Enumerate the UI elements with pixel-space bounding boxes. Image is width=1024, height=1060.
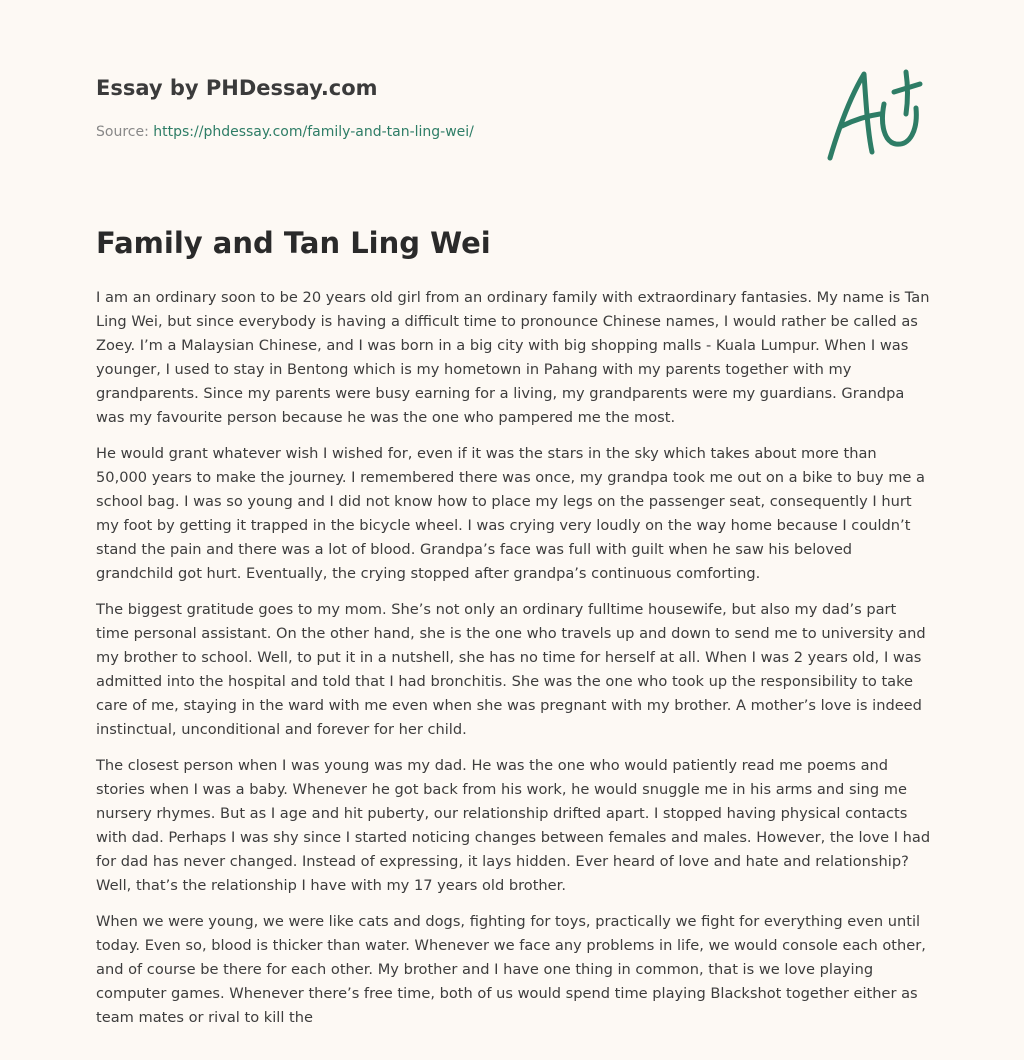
- essay-paragraph: He would grant whatever wish I wished for, even if it was the stars in the sky which takes about more than 50,000 years to make the journey. I remembered there was once, my grandpa took me out on a bike to buy me a school bag. I was so young and I did not know how to place my legs on the passenger seat, consequently I hurt my foot by getting it trapped in the bicycle wheel. I was crying very loudly on the way home because I couldn’t stand the pain and there was a lot of blood. Grandpa’s face was full with guilt when he saw his beloved grandchild got hurt. Eventually, the crying stopped after grandpa’s continuous comforting.: [96, 445, 925, 582]
- source-link[interactable]: https://phdessay.com/family-and-tan-ling-wei/: [153, 124, 474, 140]
- essay-paragraph: I am an ordinary soon to be 20 years old girl from an ordinary family with extraordinary fantasies. My name is Tan Ling Wei, but since everybody is having a difficult time to pronounce Chinese names, I would rather be called as Zoey. I’m a Malaysian Chinese, and I was born in a big city with big shopping malls - Kuala Lumpur. When I was younger, I used to stay in Bentong which is my hometown in Pahang with my parents together with my grandparents. Since my parents were busy earning for a living, my grandparents were my guardians. Grandpa was my favourite person because he was the one who pampered me the most.: [96, 289, 930, 426]
- essay-title: Family and Tan Ling Wei: [96, 226, 491, 260]
- essay-paragraph: The biggest gratitude goes to my mom. She’s not only an ordinary fulltime housewife, but also my dad’s part time personal assistant. On the other hand, she is the one who travels up and down to send me to university and my brother to school. Well, to put it in a nutshell, she has no time for herself at all. When I was 2 years old, I was admitted into the hospital and told that I had bronchitis. She was the one who took up the responsibility to take care of me, staying in the ward with me even when she was pregnant with my brother. A mother’s love is indeed instinctual, unconditional and forever for her child.: [96, 601, 926, 738]
- source-label: Source:: [96, 124, 149, 140]
- essay-paragraph: The closest person when I was young was my dad. He was the one who would patiently read me poems and stories when I was a baby. Whenever he got back from his work, he would snuggle me in his arms and sing me nursery rhymes. But as I age and hit puberty, our relationship drifted apart. I stopped having physical contacts with dad. Perhaps I was shy since I started noticing changes between females and males. However, the love I had for dad has never changed. Instead of expressing, it lays hidden. Ever heard of love and hate and relationship? Well, that’s the relationship I have with my 17 years old brother.: [96, 757, 931, 894]
- essay-header: [96, 76, 736, 140]
- a-plus-grade-icon: [822, 64, 926, 164]
- essay-paragraph: When we were young, we were like cats and dogs, fighting for toys, practically we fight for everything even until today. Even so, blood is thicker than water. Whenever we face any problems in life, we would console each other, and of course be there for each other. My brother and I have one thing in common, that is we love playing computer games. Whenever there’s free time, both of us would spend time playing Blackshot together either as team mates or rival to kill the: [96, 913, 926, 1026]
- site-brand: Essay by PHDessay.com: [96, 76, 378, 100]
- essay-body: [96, 286, 932, 1042]
- source-line: [96, 124, 736, 140]
